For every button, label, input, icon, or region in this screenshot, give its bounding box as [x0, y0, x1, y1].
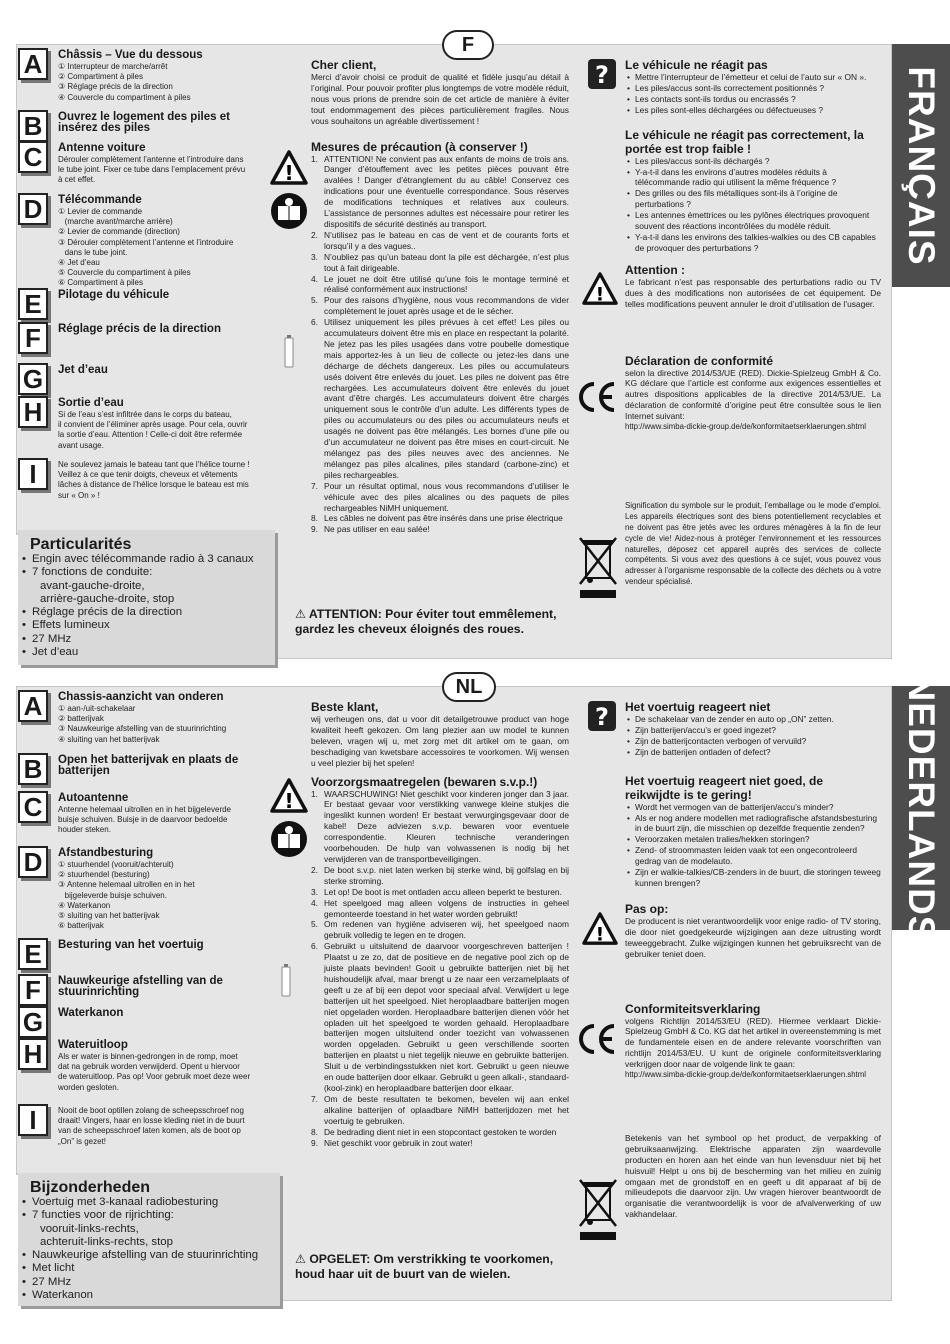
precaution-item — [311, 919, 569, 941]
feature-item: arrière-gauche-droite, stop — [40, 592, 175, 605]
warning-triangle-icon — [582, 912, 618, 946]
feature-item: vooruit-links-rechts, — [40, 1222, 139, 1235]
greeting-text: wij verheugen ons, dat u voor dit detailgetrouwe product van hoge kwaliteit heeft gekozen. Om lang plezier aan uw model te kunnen beleven, vragen wij u, met zorg met dit artikel om te gaan, om beschadiging van kwetsbare accessoires te voorkomen. Wij wensen u veel plezier bij het spelen! — [311, 714, 569, 768]
language-tab-nl: NEDERLANDS — [892, 686, 950, 930]
troubleshoot-list-2 — [625, 802, 881, 889]
section-line: ③ Réglage précis de la direction — [58, 82, 173, 92]
section-line: ⑤ Couvercle du compartiment à piles — [58, 268, 191, 278]
section-line: ③ Nauwkeurige afstelling van de stuurinrichting — [58, 724, 227, 734]
section-letter-f: F — [18, 974, 48, 1006]
precautions-list — [311, 154, 569, 536]
feature-item: • Met licht — [18, 1262, 280, 1275]
item-text: WAARSCHUWING! Niet geschikt voor kinderen jonger dan 3 jaar. Er bestaat gevaar voor verstikking vanwege kleine stukjes die ingeslikt kunnen worden! Er bestaat verwurgingsgevaar door de kabel! Deze adviezen s.v.p. bewaren voor eventuele correspondentie. Kleuren technische veranderingen voorbehouden. De hulp van volwassenen is nodig bij het verwijderen van de transportbeveiligingen. — [324, 788, 569, 864]
troubleshoot-item: • Les piles sont-elles déchargées ou défectueuses ? — [625, 105, 881, 116]
section-title: Autoantenne — [58, 792, 129, 804]
item-text: Utilisez uniquement les piles prévues à cet effet! Les piles ou accumulateurs doivent être mis en place en respectant la polarité. Ne jetez pas les piles usagées dans votre poubelle domestique mais apportez-les à un lieu de collecte ou jetez-les dans une décharge de déchets dangereux. Les piles ou accumulateurs usés doivent être enlevés du jouet. Les piles ne doivent pas être rechargées. Les accumulateurs doivent être enlevés du jouet avant d’être chargés. Les accumulateurs doivent être chargés uniquement sous le contrôle d’un adulte. Les différents types de piles ou accumulateurs ou des piles ou accumulateurs neufs et usagés ne doivent pas être mélangés. Les bornes d’une pile ou d’un accumulateur ne doivent pas être mises en court-circuit. Ne mélangez pas des piles neuves avec des anciennes. Ne mélangez pas piles alcalines, piles standard (carbone-zinc) et piles rechargeables. — [324, 317, 569, 480]
item-text: Les câbles ne doivent pas être insérés dans une prise électrique — [324, 513, 563, 524]
section-text — [58, 805, 231, 836]
feature-item: • Réglage précis de la direction — [18, 606, 275, 619]
language-badge-fr: F — [442, 30, 494, 60]
section-title: Antenne voiture — [58, 142, 146, 154]
item-text: N’oubliez pas qu’un bateau dont la pile est déchargée, n’est plus tout à fait dirigeable. — [324, 251, 569, 273]
section-letter-a: A — [18, 690, 48, 722]
svg-text:?: ? — [595, 703, 609, 731]
conformity-url: http://www.simba-dickie-group.de/de/konformitaetserklaerungen.shtml — [625, 1070, 866, 1080]
troubleshoot-item: • Wordt het vermogen van de batterijen/accu’s minder? — [625, 802, 881, 813]
warning-triangle-icon — [270, 150, 308, 186]
section-line: draait! Vingers, haar en losse kleding niet in de buurt — [58, 1116, 245, 1126]
section-line: „On” is gezet! — [58, 1136, 107, 1146]
entanglement-warning-fr: ⚠ ATTENTION: Pour éviter tout emmêlement, gardez les cheveux éloignés des roues. — [295, 607, 557, 636]
conformity-text: volgens Richtlijn 2014/53/EU (RED). Hiermee verklaart Dickie-Spielzeug GmbH & Co. KG dat het artikel in overeenstemming is met de fundamentele eisen en de andere relevante voorschriften van richtlijn 2014/53/EU. U kunt de originele conformiteitsverklaring verkrijgen door naar de volgende link te gaan: — [625, 1015, 882, 1070]
features-title: Particularités — [30, 536, 132, 553]
feature-item: • Nauwkeurige afstelling van de stuurinrichting — [18, 1249, 280, 1262]
section-letter-e: E — [18, 288, 48, 320]
troubleshoot-item: • Als er nog andere modellen met radiografische afstandsbesturing in de buurt zijn, die misschien op dezelfde frequentie zenden? — [625, 813, 881, 835]
item-text: Het speelgoed mag alleen volgens de instructies in geheel gemonteerde toestand in het water worden gebruikt! — [324, 897, 569, 919]
item-text: Ne pas utiliser en eau salée! — [324, 524, 430, 535]
item-number: 6. — [311, 317, 318, 328]
ce-mark-icon — [576, 1022, 618, 1056]
section-letter-i: I — [18, 1104, 48, 1136]
svg-text:?: ? — [595, 61, 609, 89]
item-text: Niet geschikt voor gebruik in zout water! — [324, 1137, 473, 1148]
section-line: le tube joint. Fixer ce tube dans l’emplacement prévu — [58, 165, 246, 175]
section-text — [58, 410, 247, 451]
features-list — [18, 553, 275, 659]
section-letter-i: I — [18, 458, 48, 490]
item-number: 3. — [311, 251, 318, 262]
section-line: la sortie d’eau. Attention ! Celle-ci doit être refermée — [58, 430, 243, 440]
feature-item: • 7 fonctions de conduite: — [18, 566, 275, 579]
precaution-item — [311, 789, 569, 865]
section-line: ② Levier de commande (direction) — [58, 227, 180, 237]
section-line: Antenne helemaal uitrollen en in het bijgeleverde — [58, 805, 232, 814]
attention-title: Attention : — [625, 262, 685, 277]
section-line: dans le tube joint. — [58, 247, 128, 257]
precautions-list — [311, 789, 569, 1149]
section-line: il convient de l’éliminer après usage. Pour cela, ouvrir — [58, 420, 248, 430]
section-text — [58, 860, 195, 931]
precaution-item — [311, 317, 569, 481]
troubleshoot-item: • Mettre l’interrupteur de l’émetteur et celui de l’auto sur « ON ». — [625, 72, 881, 83]
svg-text:!: ! — [595, 923, 605, 946]
right-column-fr — [625, 58, 881, 588]
item-text: Gebruikt u uitsluitend de daarvoor voorgeschreven batterijen ! Plaatst u ze zo, dat de positieve en de negative pool zich op de juiste plaats bevinden! Gooit u gebruikte batterijen niet bij het huishoudelijk afval, maar brengt u ze naar een verzamelplaats of geeft u ze af bij een depot voor speciaal afval. Verwijdert u lege batterijen uit het speelgoed. Niet heroplaadbare batterijen mogen niet opgeladen worden. Heroplaadbare batterijen dienen vóór het opladen uit het speelgoed te worden gehaald. Heroplaadbare batterijen mogen uitsluitend onder toezicht van volwassenen worden opgeladen. Gebruikt u geen verschillende soorten batterijen en plaatst u niet tegelijk nieuwe en gebruikte batterijen. Sluit u de verbindingsstukken niet kort. Gebruikt u geen nieuwe en oude batterijen door elkaar. Gebruikt u geen alkali-, standaard- (kool-zink) en heroplaadbare batterijen door elkaar. — [324, 941, 569, 1093]
troubleshoot-item: • Zijn de batterijen ontladen of defect? — [625, 747, 881, 758]
svg-text:!: ! — [284, 789, 294, 813]
section-text — [58, 155, 245, 186]
attention-text: Le fabricant n’est pas responsable des perturbations radio ou TV dues à des modifications non autorisées de cet équipement. De telles modifications peuvent annuler le droit d’utilisation de l’usager. — [625, 276, 881, 309]
item-text: De bedrading dient niet in een stopcontact gestoken te worden — [324, 1126, 557, 1137]
precaution-item — [311, 524, 569, 535]
section-line: ④ Couvercle du compartiment à piles — [58, 92, 191, 102]
troubleshoot-item: • De schakelaar van de zender en auto op „ON” zetten. — [625, 714, 881, 725]
conformity-url: http://www.simba-dickie-group.de/de/konformitaetserklaerungen.shtml — [625, 422, 866, 432]
item-text: N’utilisez pas le bateau en cas de vent et de courants forts et lorsqu’il y a des vagues.. — [324, 229, 569, 251]
section-line: ⑤ sluiting van het batterijvak — [58, 911, 160, 921]
item-number: 9. — [311, 1137, 318, 1148]
section-letter-f: F — [18, 322, 48, 354]
section-line: ② stuurhendel (besturing) — [58, 870, 150, 880]
troubleshoot-item: • Zend- of stroommasten leiden vaak tot een ongecontroleerd gedrag van de modelauto. — [625, 845, 881, 867]
section-line: de wateruitloop. Pas op! Voor gebruik moet deze weer — [58, 1072, 251, 1082]
section-line: ① aan-/uit-schakelaar — [58, 704, 136, 713]
svg-text:!: ! — [595, 283, 605, 306]
language-tab-fr: FRANÇAIS — [892, 44, 950, 287]
feature-item: • 27 MHz — [18, 1276, 280, 1289]
section-title: Châssis – Vue du dessous — [58, 49, 203, 61]
item-number: 3. — [311, 886, 318, 897]
item-number: 5. — [311, 295, 318, 306]
section-line: bijgeleverde buisje schuiven. — [58, 890, 167, 900]
item-number: 7. — [311, 1093, 318, 1104]
section-line: à cet effet. — [58, 175, 96, 185]
features-title: Bijzonderheden — [30, 1179, 151, 1196]
precautions-title: Voorzorgsmaatregelen (bewaren s.v.p.!) — [311, 774, 538, 789]
item-text: ATTENTION! Ne convient pas aux enfants de moins de trois ans. Danger d’étouffement avec les petites pièces pouvant être avalées ! Danger d’étranglement du au câble! Conservez ces indications pour une éventuelle correspondance. Sous réserves de modifications techniques et relatives aux couleurs. L’assistance de personnes adultes est nécessaire pour retirer les dispositifs de sécurité destinés au transport. — [324, 153, 569, 229]
troubleshoot-item: • Les contacts sont-ils tordus ou encrassés ? — [625, 94, 881, 105]
battery-icon — [284, 334, 294, 368]
warning-triangle-icon — [270, 778, 308, 814]
section-line: ③ Antenne helemaal uitrollen en in het — [58, 880, 195, 890]
troubleshoot-list-2 — [625, 156, 881, 254]
troubleshoot-item: • Zijn batterijen/accu’s er goed ingezet? — [625, 725, 881, 736]
section-line: dat na gebruik worden verwijderd. Opent u hiervoor — [58, 1062, 240, 1072]
section-line: ⑥ batterijvak — [58, 921, 104, 931]
section-title: Jet d’eau — [58, 364, 108, 376]
section-line: Dérouler complètement l’antenne et l’introduire dans — [58, 155, 244, 164]
language-badge-nl: NL — [442, 672, 496, 702]
section-line: Nooit de boot optillen zolang de scheepsschroef nog — [58, 1106, 244, 1115]
features-box-nl — [18, 1173, 280, 1306]
features-box-fr — [18, 530, 275, 665]
section-line: ② batterijvak — [58, 714, 104, 724]
section-line: van de scheepsschroef laten komen, als de boot op — [58, 1126, 241, 1136]
section-letter-e: E — [18, 938, 48, 970]
question-icon — [587, 58, 617, 90]
section-title: Wateruitloop — [58, 1039, 128, 1051]
section-line: sur « On » ! — [58, 490, 100, 500]
troubleshoot-item: • Les piles/accus sont-ils déchargés ? — [625, 156, 881, 167]
troubleshoot-item: • Zijn er walkie-talkies/CB-zenders in de buurt, die storingen teweeg kunnen brengen? — [625, 867, 881, 889]
read-manual-icon — [270, 192, 308, 230]
troubleshoot-item: • Des grilles ou des fils métalliques sont-ils à l’origine de perturbations ? — [625, 188, 881, 210]
section-title: Pilotage du véhicule — [58, 289, 170, 301]
item-number: 4. — [311, 273, 318, 284]
item-text: Pour un résultat optimal, nous vous recommandons d’utiliser le véhicule avec des piles alcalines ou des paquets de piles rechargeables NiMH uniquement. — [324, 480, 569, 513]
item-number: 8. — [311, 1126, 318, 1137]
conformity-title: Conformiteitsverklaring — [625, 1001, 761, 1016]
precaution-item — [311, 252, 569, 274]
troubleshoot-item: • Les antennes émettrices ou les pylônes électriques provoquent souvent des réactions incontrôlées du modèle réduit. — [625, 210, 881, 232]
section-title: Réglage précis de la direction — [58, 323, 221, 335]
feature-item: • 7 functies voor de rijrichting: — [18, 1209, 280, 1222]
greeting-title: Cher client, — [311, 58, 377, 72]
right-column-nl — [625, 700, 881, 1220]
section-letter-a: A — [18, 48, 48, 80]
section-line: ① Levier de commande — [58, 207, 143, 216]
troubleshoot-title-2: Het voertuig reageert niet goed, de reikwijdte is te gering! — [625, 773, 824, 802]
item-number: 4. — [311, 897, 318, 908]
section-title: Sortie d’eau — [58, 397, 124, 409]
middle-column-nl — [311, 700, 569, 1148]
section-title: Besturing van het voertuig — [58, 939, 204, 951]
section-letter-d: D — [18, 193, 48, 225]
section-line: avant usage. — [58, 440, 104, 450]
section-line: Als er water is binnen-gedrongen in de romp, moet — [58, 1052, 238, 1061]
precaution-item — [311, 865, 569, 887]
greeting-text: Merci d’avoir choisi ce produit de qualité et fidèle jusqu’au détail à l’original. Pour pouvoir profiter plus longtemps de votre modèle réduit, nous vous prions de prendre soin de cet article de manière à éviter tout endommagement des pièces particulièrement fragiles. Nous vous souhaitons un agréable divertissement ! — [311, 72, 569, 126]
precaution-item — [311, 898, 569, 920]
section-letter-h: H — [18, 396, 48, 428]
section-line: (marche avant/marche arrière) — [58, 217, 173, 227]
section-line: ① Interrupteur de marche/arrêt — [58, 62, 168, 71]
section-line: ⑥ Compartiment à piles — [58, 278, 143, 288]
section-letter-c: C — [18, 791, 48, 823]
item-text: Pour des raisons d’hygiène, nous vous recommandons de vider complètement le jouet après usage et de le sécher. — [324, 295, 569, 317]
warning-triangle-icon: ⚠ — [295, 607, 306, 621]
feature-item: • 27 MHz — [18, 633, 275, 646]
troubleshoot-title-1: Le véhicule ne réagit pas — [625, 58, 768, 72]
section-line: ② Compartiment à piles — [58, 72, 143, 82]
ce-mark-icon — [576, 380, 618, 414]
question-icon — [587, 700, 617, 732]
attention-text: De producent is niet verantwoordelijk voor enige radio- of TV storing, die door niet goedgekeurde wijzigingen aan deze uitrusting wordt teweeggebracht. Zulke wijzigingen kunnen het gebruiksrecht van de gebruiker teniet doen. — [625, 915, 881, 959]
item-text: Om de beste resultaten te bekomen, bevelen wij aan enkel alkaline batterijen of oplaadbare NiMH batterijdozen met het voertuig te gebruiken. — [324, 1093, 569, 1126]
precaution-item — [311, 230, 569, 252]
feature-item: • Engin avec télécommande radio à 3 canaux — [18, 553, 275, 566]
warning-triangle-icon: ⚠ — [295, 1252, 306, 1266]
precaution-item — [311, 1138, 569, 1149]
greeting-title: Beste klant, — [311, 700, 379, 714]
feature-item: • Voertuig met 3-kanaal radiobesturing — [18, 1196, 280, 1209]
conformity-title: Déclaration de conformité — [625, 353, 774, 368]
section-line: Veillez à ce que tenir doigts, cheveux et vêtements — [58, 470, 238, 480]
section-line: worden gesloten. — [58, 1082, 119, 1092]
item-text: Let op! De boot is met ontladen accu alleen beperkt te besturen. — [324, 886, 562, 897]
section-line: ③ Dérouler complètement l’antenne et l’introduire — [58, 237, 234, 247]
precaution-item — [311, 1127, 569, 1138]
precautions-title: Mesures de précaution (à conserver !) — [311, 139, 528, 154]
item-number: 7. — [311, 480, 318, 491]
conformity-text: selon la directive 2014/53/UE (RED). Dickie-Spielzeug GmbH & Co. KG déclare que l’article est conforme aux exigences essentielles et autres dispositions applicables de la directive 2014/53/UE. La déclaration de conformité d’origine peut être consultée sous le lien Internet suivant: — [625, 367, 881, 422]
precaution-item — [311, 513, 569, 524]
section-text — [58, 460, 250, 501]
section-text — [58, 207, 233, 289]
precaution-item — [311, 295, 569, 317]
section-text — [58, 62, 191, 103]
section-line: ④ Waterkanon — [58, 900, 111, 910]
warning-triangle-icon — [582, 272, 618, 306]
troubleshoot-list-1 — [625, 72, 881, 116]
section-title: Télécommande — [58, 194, 142, 206]
precaution-item — [311, 1094, 569, 1127]
item-number: 1. — [311, 788, 318, 799]
item-number: 1. — [311, 153, 318, 164]
precaution-item — [311, 274, 569, 296]
precaution-item — [311, 941, 569, 1094]
troubleshoot-title-1: Het voertuig reageert niet — [625, 700, 771, 714]
section-line: ④ Jet d’eau — [58, 258, 100, 268]
section-title: Chassis-aanzicht van onderen — [58, 691, 224, 703]
item-number: 8. — [311, 513, 318, 524]
entanglement-warning-nl: ⚠ OPGELET: Om verstrikking te voorkomen, houd haar uit de buurt van de wielen. — [295, 1252, 554, 1281]
section-title: Open het batterijvak en plaats de batterijen — [58, 754, 239, 777]
features-list — [18, 1196, 280, 1302]
section-title: Afstandbesturing — [58, 847, 154, 859]
item-text: De boot s.v.p. niet laten werken bij sterke wind, bij golfslag en bij sterke stroming. — [324, 864, 569, 886]
section-text — [58, 704, 226, 745]
feature-item: avant-gauche-droite, — [40, 579, 145, 592]
item-number: 2. — [311, 864, 318, 875]
section-letter-g: G — [18, 1006, 48, 1038]
precaution-item — [311, 154, 569, 230]
svg-text:!: ! — [284, 161, 294, 185]
section-title: Ouvrez le logement des piles et insérez des piles — [58, 111, 230, 134]
section-letter-b: B — [18, 110, 48, 142]
section-letter-b: B — [18, 753, 48, 785]
item-number: 6. — [311, 941, 318, 952]
read-manual-icon — [270, 820, 308, 858]
section-letter-c: C — [18, 141, 48, 173]
middle-column-fr — [311, 58, 569, 535]
section-line: lâches à distance de l’hélice lorsque le bateau est mis — [58, 480, 249, 490]
section-line: Ne soulevez jamais le bateau tant que l’hélice tourne ! — [58, 460, 250, 469]
item-text: Om redenen van hygiëne adviseren wij, het speelgoed naom gebruik volledig te legen en te drogen. — [324, 919, 569, 941]
feature-item: • Waterkanon — [18, 1289, 280, 1302]
section-line: ④ sluiting van het batterijvak — [58, 734, 160, 744]
section-line: buisje schuiven. Buisje in de daarvoor bedoelde — [58, 815, 228, 825]
troubleshoot-item: • Y-a-t-il dans les environs d’autres modèles réduits à télécommande radio qui utilisent la même fréquence ? — [625, 167, 881, 189]
troubleshoot-item: • Les piles/accus sont-ils correctement positionnés ? — [625, 83, 881, 94]
weee-bin-icon — [578, 534, 618, 602]
troubleshoot-item: • Zijn de batterijcontacten verbogen of vervuild? — [625, 736, 881, 747]
section-line: ① stuurhendel (vooruit/achteruit) — [58, 860, 174, 869]
precaution-item — [311, 481, 569, 514]
item-number: 5. — [311, 919, 318, 930]
weee-text: Betekenis van het symbool op het product, de verpakking of gebruiksaanwijzing. Elektrische apparaten zijn waardevolle producten en horen aan het einde van hun levensduur niet bij het huisvuil! Helpt u ons bij de bescherming van het milieu en zuinig omgaan met de grondstoff en en geeft u dit apparaat af bij de milieudepots die daarvoor zijn. Uw vragen hierover beantwoordt de organisatie die verantwoordelijk is voor de afvalverwerking of uw vakhandelaar. — [625, 1132, 881, 1220]
weee-bin-icon — [578, 1176, 618, 1244]
section-title: Nauwkeurige afstelling van de stuurinrichting — [58, 975, 223, 998]
troubleshoot-title-2: Le véhicule ne réagit pas correctement, la portée est trop faible ! — [625, 127, 864, 156]
troubleshoot-item: • Y-a-t-il dans les environs des talkies-walkies ou des CB capables de provoquer des perturbations ? — [625, 232, 881, 254]
section-text — [58, 1052, 250, 1093]
item-number: 9. — [311, 524, 318, 535]
item-text: Le jouet ne doit être utilisé qu’une fois le montage terminé et réalisé conformément aux instructions! — [324, 273, 569, 295]
troubleshoot-item: • Veroorzaken metalen tralies/hekken storingen? — [625, 834, 881, 845]
attention-title: Pas op: — [625, 901, 669, 916]
section-text — [58, 1106, 245, 1147]
battery-icon — [281, 963, 291, 997]
section-line: Si de l’eau s’est infiltrée dans le corps du bateau, — [58, 410, 232, 419]
troubleshoot-list-1 — [625, 714, 881, 758]
item-number: 2. — [311, 229, 318, 240]
precaution-item — [311, 887, 569, 898]
feature-item: achteruit-links-rechts, stop — [40, 1235, 173, 1248]
section-line: houder steken. — [58, 825, 111, 835]
section-letter-h: H — [18, 1038, 48, 1070]
section-letter-g: G — [18, 363, 48, 395]
feature-item: • Effets lumineux — [18, 619, 275, 632]
section-letter-d: D — [18, 846, 48, 878]
feature-item: • Jet d’eau — [18, 646, 275, 659]
weee-text: Signification du symbole sur le produit, l’emballage ou le mode d’emploi. Les appareils électriques sont des biens potentiellement recyclables et ne doivent pas être jetés avec les ordures ménagères à la fin de leur cycle de vie! Aidez-nous à protéger l’environnement et les ressources naturelles, déposez cet appareil auprès des services de collecte compétents. Si vous avez des questions à ce sujet, vous pouvez vous adresser à l’organisme responsable de la collecte des déchets ou à votre vendeur spécialisé. — [625, 500, 881, 587]
section-title: Waterkanon — [58, 1007, 124, 1019]
